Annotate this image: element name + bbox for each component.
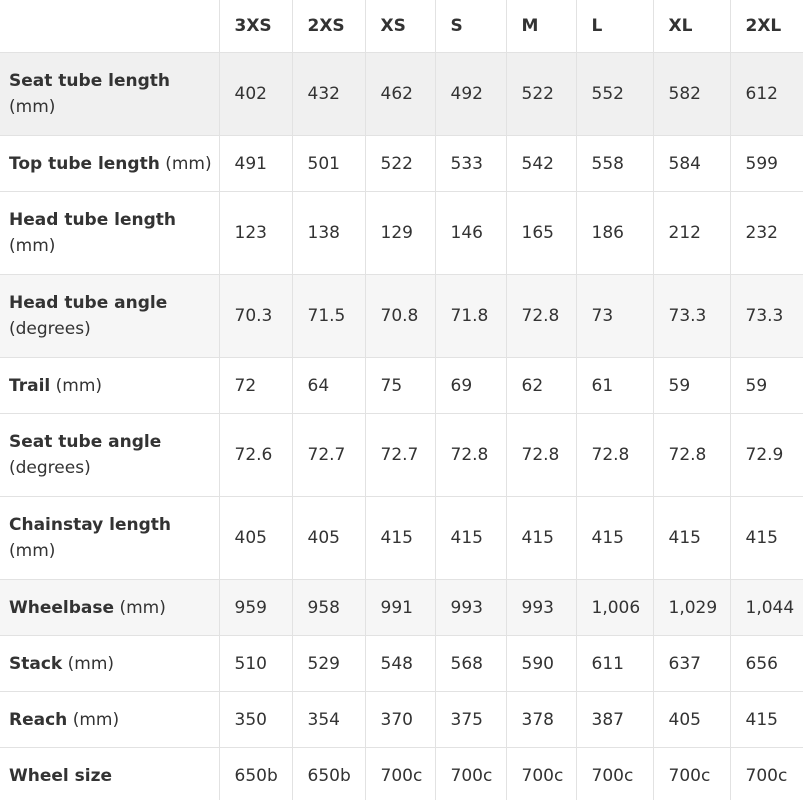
row-label-name: Reach (9, 709, 68, 730)
value-cell: 415 (730, 497, 803, 580)
value-cell: 375 (435, 692, 506, 748)
value-cell: 958 (292, 580, 365, 636)
value-cell: 656 (730, 636, 803, 692)
value-cell: 73 (576, 275, 653, 358)
row-label-unit: (mm) (9, 97, 56, 117)
value-cell: 405 (292, 497, 365, 580)
value-cell: 510 (219, 636, 292, 692)
header-corner-cell (0, 0, 219, 53)
value-cell: 129 (365, 192, 435, 275)
table-row (0, 414, 803, 497)
value-cell: 72.6 (219, 414, 292, 497)
value-cell: 612 (730, 53, 803, 136)
table-row (0, 192, 803, 275)
value-cell: 993 (506, 580, 576, 636)
value-cell: 72.8 (653, 414, 730, 497)
value-cell: 73.3 (730, 275, 803, 358)
row-label-unit: (mm) (9, 541, 56, 561)
value-cell: 415 (653, 497, 730, 580)
value-cell: 165 (506, 192, 576, 275)
value-cell: 529 (292, 636, 365, 692)
row-label (0, 414, 219, 497)
value-cell: 405 (653, 692, 730, 748)
value-cell: 491 (219, 136, 292, 192)
row-label-unit: (mm) (72, 709, 120, 730)
table-row (0, 275, 803, 358)
table-row (0, 358, 803, 414)
row-label (0, 358, 219, 414)
row-label-unit: (degrees) (9, 319, 91, 339)
row-label (0, 192, 219, 275)
value-cell: 599 (730, 136, 803, 192)
row-label (0, 692, 219, 748)
row-label (0, 136, 219, 192)
row-label-unit: (mm) (165, 153, 212, 174)
table-row (0, 636, 803, 692)
row-label (0, 53, 219, 136)
value-cell: 650b (292, 748, 365, 800)
value-cell: 59 (730, 358, 803, 414)
value-cell: 415 (506, 497, 576, 580)
row-label-unit: (mm) (9, 236, 56, 256)
size-header-xs: XS (365, 0, 435, 53)
value-cell: 71.8 (435, 275, 506, 358)
value-cell: 350 (219, 692, 292, 748)
value-cell: 72.7 (292, 414, 365, 497)
value-cell: 522 (365, 136, 435, 192)
value-cell: 700c (730, 748, 803, 800)
value-cell: 402 (219, 53, 292, 136)
value-cell: 72.8 (576, 414, 653, 497)
value-cell: 232 (730, 192, 803, 275)
value-cell: 72.8 (506, 414, 576, 497)
table-row (0, 692, 803, 748)
size-header-xl: XL (653, 0, 730, 53)
value-cell: 69 (435, 358, 506, 414)
value-cell: 700c (435, 748, 506, 800)
row-label-name: Head tube angle (9, 293, 168, 313)
value-cell: 533 (435, 136, 506, 192)
value-cell: 59 (653, 358, 730, 414)
row-label-name: Wheel size (9, 765, 113, 786)
row-label-name: Top tube length (9, 153, 160, 174)
row-label (0, 275, 219, 358)
value-cell: 590 (506, 636, 576, 692)
value-cell: 70.3 (219, 275, 292, 358)
value-cell: 991 (365, 580, 435, 636)
size-header-3xs: 3XS (219, 0, 292, 53)
row-label-name: Trail (9, 375, 51, 396)
value-cell: 61 (576, 358, 653, 414)
row-label-name: Seat tube angle (9, 432, 162, 452)
table-row (0, 136, 803, 192)
table-row (0, 497, 803, 580)
value-cell: 959 (219, 580, 292, 636)
value-cell: 1,006 (576, 580, 653, 636)
value-cell: 501 (292, 136, 365, 192)
value-cell: 64 (292, 358, 365, 414)
row-label-unit: (degrees) (9, 458, 91, 478)
value-cell: 370 (365, 692, 435, 748)
value-cell: 123 (219, 192, 292, 275)
value-cell: 552 (576, 53, 653, 136)
value-cell: 1,044 (730, 580, 803, 636)
value-cell: 700c (365, 748, 435, 800)
value-cell: 62 (506, 358, 576, 414)
value-cell: 75 (365, 358, 435, 414)
value-cell: 542 (506, 136, 576, 192)
size-header-s: S (435, 0, 506, 53)
value-cell: 700c (506, 748, 576, 800)
value-cell: 700c (576, 748, 653, 800)
value-cell: 492 (435, 53, 506, 136)
value-cell: 73.3 (653, 275, 730, 358)
value-cell: 993 (435, 580, 506, 636)
size-header-2xs: 2XS (292, 0, 365, 53)
value-cell: 415 (730, 692, 803, 748)
value-cell: 72 (219, 358, 292, 414)
row-label-unit: (mm) (67, 653, 115, 674)
value-cell: 611 (576, 636, 653, 692)
value-cell: 72.7 (365, 414, 435, 497)
value-cell: 415 (365, 497, 435, 580)
value-cell: 584 (653, 136, 730, 192)
value-cell: 72.8 (435, 414, 506, 497)
row-label (0, 748, 219, 800)
value-cell: 582 (653, 53, 730, 136)
value-cell: 462 (365, 53, 435, 136)
row-label-name: Wheelbase (9, 597, 115, 618)
value-cell: 186 (576, 192, 653, 275)
table-row (0, 580, 803, 636)
row-label-unit: (mm) (119, 597, 166, 618)
value-cell: 415 (576, 497, 653, 580)
value-cell: 138 (292, 192, 365, 275)
row-label-name: Head tube length (9, 210, 177, 230)
value-cell: 1,029 (653, 580, 730, 636)
value-cell: 558 (576, 136, 653, 192)
value-cell: 71.5 (292, 275, 365, 358)
row-label-name: Seat tube length (9, 71, 170, 91)
row-label-name: Chainstay length (9, 515, 172, 535)
table-row (0, 748, 803, 800)
size-header-2xl: 2XL (730, 0, 803, 53)
value-cell: 72.8 (506, 275, 576, 358)
value-cell: 405 (219, 497, 292, 580)
value-cell: 415 (435, 497, 506, 580)
value-cell: 700c (653, 748, 730, 800)
value-cell: 568 (435, 636, 506, 692)
value-cell: 72.9 (730, 414, 803, 497)
value-cell: 146 (435, 192, 506, 275)
value-cell: 650b (219, 748, 292, 800)
value-cell: 522 (506, 53, 576, 136)
row-label (0, 580, 219, 636)
table-row (0, 53, 803, 136)
value-cell: 70.8 (365, 275, 435, 358)
value-cell: 354 (292, 692, 365, 748)
row-label (0, 497, 219, 580)
header-row (0, 0, 803, 53)
value-cell: 432 (292, 53, 365, 136)
row-label-unit: (mm) (55, 375, 103, 396)
value-cell: 378 (506, 692, 576, 748)
value-cell: 387 (576, 692, 653, 748)
value-cell: 637 (653, 636, 730, 692)
value-cell: 212 (653, 192, 730, 275)
size-header-l: L (576, 0, 653, 53)
value-cell: 548 (365, 636, 435, 692)
row-label-name: Stack (9, 653, 63, 674)
row-label (0, 636, 219, 692)
size-header-m: M (506, 0, 576, 53)
